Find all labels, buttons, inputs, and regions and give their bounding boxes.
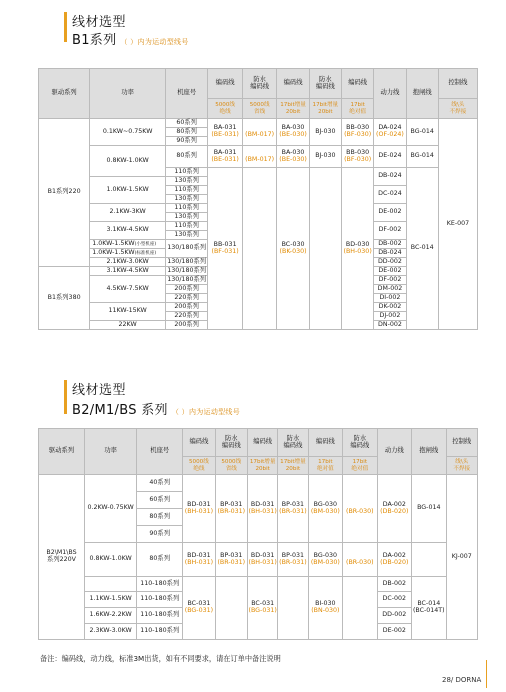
t1-header-ctrl: 控制线 — [438, 69, 477, 99]
t2-sub-wp17: 17bit增量 20bit — [278, 457, 308, 475]
t1-cell-power: 0.1KW~0.75KW — [90, 119, 166, 146]
section2-series-label: B2/M1/BS 系列 — [72, 403, 168, 418]
t1-cell-power: 2.1KW-3KW — [90, 204, 166, 222]
t2-cell-enc17: BD-031 (BH-031) — [248, 543, 278, 577]
t2-sub-encabs: 17bit 绝对值 — [308, 457, 342, 475]
t2-cell-base: 40系列 — [137, 475, 183, 492]
t1-cell-ctrl: KE-007 — [438, 119, 477, 330]
t1-cell-base: 110系列 — [166, 204, 208, 213]
t2-cell-wp17: BP-031 (BR-031) — [278, 543, 308, 577]
t2-sub-enc: 5000线 绝线 — [183, 457, 215, 475]
t1-cell-power: 11KW-15KW — [90, 303, 166, 321]
b1-cable-table — [38, 68, 478, 330]
t1-cell-wp17: BJ-030 — [309, 119, 341, 146]
t1-cell-base: 110系列 — [166, 222, 208, 231]
t1-cell-encabs: BB-030 (BF-030) — [342, 119, 374, 146]
t2-header-enc17: 编码线 — [248, 429, 278, 457]
t1-cell-encabs-main: BD-030 (BH-030) — [342, 168, 374, 330]
t1-sub-encabs: 17bit 绝对值 — [342, 99, 374, 119]
section2-series — [72, 399, 240, 418]
t1-cell-power-line: DB-024 — [374, 249, 406, 258]
t1-cell-b1-380: B1系列380 — [39, 267, 90, 330]
brand-name: DORNA — [455, 676, 482, 684]
t1-cell-brake-main: BC-014 — [406, 168, 438, 330]
t1-cell-power-line: DA-024 (OF-024) — [374, 119, 406, 146]
t1-cell-wp-enc-empty — [242, 168, 277, 330]
t2-cell-enc17: BD-031 (BH-031) — [248, 475, 278, 543]
t1-cell-power: 3.1KW-4.5KW — [90, 267, 166, 276]
t2-cell-wpabs: (BR-030) — [343, 543, 377, 577]
section2-accent-bar — [64, 380, 67, 414]
t2-header-power: 功率 — [84, 429, 136, 475]
t2-sub-wpabs: 17bit 绝对值 — [343, 457, 377, 475]
t1-cell-base: 130/180系列 — [167, 257, 207, 265]
t2-cell-base: 80系列 — [137, 543, 183, 577]
t2-sub-enc17: 17bit增量 20bit — [248, 457, 278, 475]
t2-cell-power-line: DE-002 — [377, 624, 411, 640]
t1-cell-power-line: DE-002 — [374, 204, 406, 222]
t1-cell-power: 1.0KW-1.5KW(小型机座) — [90, 240, 166, 249]
t2-cell-power-line: DB-002 — [377, 577, 411, 592]
t1-cell-base: 200系列 — [166, 321, 208, 330]
t1-cell-base: 130系列 — [166, 231, 208, 240]
t1-cell-power-line: DE-002 — [374, 267, 406, 276]
t2-cell-wp17-empty — [278, 577, 308, 640]
t1-cell-power-line: DJ-002 — [374, 312, 406, 321]
t1-cell-base: 130/180系列 — [166, 240, 208, 258]
t2-cell-brake-empty — [412, 543, 446, 577]
t2-cell-wp17: BP-031 (BR-031) — [278, 475, 308, 543]
section1-title: 线材选型 — [72, 15, 127, 30]
t1-cell-encabs: BB-030 (BF-030) — [342, 146, 374, 168]
t1-cell-base: 80系列 — [166, 128, 208, 137]
t2-header-wp-enc: 防水 编码线 — [215, 429, 247, 457]
t1-cell-base: 110系列 — [166, 168, 208, 177]
t1-sub-wp17: 17bit增量 20bit — [309, 99, 341, 119]
t1-header-wp17: 防水 编码线 — [309, 69, 341, 99]
t1-cell-wp-enc: (BM-017) — [242, 146, 277, 168]
t1-cell-power: 0.8KW-1.0KW — [90, 146, 166, 177]
t1-header-encabs: 编码线 — [342, 69, 374, 99]
t2-cell-power-empty — [84, 577, 136, 592]
t2-cell-power-line: DD-002 — [377, 608, 411, 624]
t2-header-enc: 编码线 — [183, 429, 215, 457]
t1-header-driver: 驱动系列 — [39, 69, 90, 119]
t1-header-enc: 编码线 — [208, 69, 243, 99]
t1-cell-base: 110系列 — [166, 186, 208, 195]
t2-cell-enc17: BC-031 (BG-031) — [248, 577, 278, 640]
t1-cell-power: 3.1KW-4.5KW — [90, 222, 166, 240]
t2-cell-encabs: BG-030 (BM-030) — [308, 543, 342, 577]
t2-sub-wp-enc: 5000线 省线 — [215, 457, 247, 475]
section1-accent-bar — [64, 12, 67, 42]
t1-cell-power-line: DD-002 — [374, 258, 406, 267]
t1-cell-base: 130系列 — [166, 195, 208, 204]
t2-cell-enc: BD-031 (BH-031) — [183, 475, 215, 543]
t2-cell-base: 60系列 — [137, 492, 183, 509]
t1-cell-enc17: BA-030 (BE-030) — [277, 119, 309, 146]
t1-sub-wp-enc: 5000线 省线 — [242, 99, 277, 119]
t1-cell-wp17-empty — [309, 168, 341, 330]
t2-cell-power-line: DA-002 (DB-020) — [377, 543, 411, 577]
t2-cell-base: 110-180系列 — [137, 577, 183, 592]
t1-cell-power: 4.5KW-7.5KW — [90, 276, 166, 303]
t2-cell-power: 0.2KW-0.75KW — [84, 475, 136, 543]
t2-cell-base: 80系列 — [137, 509, 183, 526]
t2-header-ctrl: 控制线 — [446, 429, 477, 457]
t2-cell-power: 0.8KW-1.0KW — [84, 543, 136, 577]
t2-cell-brake: BG-014 — [412, 475, 446, 543]
t2-cell-power-line: DA-002 (DB-020) — [377, 475, 411, 543]
t2-sub-ctrl: 线\头 不焊接 — [446, 457, 477, 475]
t1-header-brake: 抱闸线 — [406, 69, 438, 119]
t1-cell-power: 1.0KW-1.5KW(标准机座) — [90, 249, 166, 258]
t1-header-base: 机座号 — [166, 69, 208, 119]
section1-note: （ ）内为运动型线号 — [120, 38, 189, 46]
b2-cable-table — [38, 428, 478, 640]
t1-header-enc17: 编码线 — [277, 69, 309, 99]
t1-cell-power: 1.0KW-1.5KW — [90, 177, 166, 204]
t2-cell-encabs: BG-030 (BM-030) — [308, 475, 342, 543]
t1-cell-power: 2.1KW-3.0KW — [90, 258, 166, 267]
t1-cell-power-line: DB-002 — [374, 240, 406, 249]
t1-cell-power-line: DC-024 — [374, 186, 406, 204]
t1-cell-base: 130系列 — [166, 177, 208, 186]
t2-cell-brake: BC-014 (BC-014T) — [412, 577, 446, 640]
t1-sub-enc17: 17bit增量 20bit — [277, 99, 309, 119]
t2-cell-enc: BC-031 (BG-031) — [183, 577, 215, 640]
page-footer: 28/ DORNA — [442, 676, 482, 684]
t1-cell-power: 22KW — [90, 321, 166, 330]
t2-header-driver: 驱动系列 — [39, 429, 85, 475]
t1-cell-enc17-main: BC-030 (BK-030) — [277, 168, 309, 330]
t1-cell-power-line: DF-002 — [374, 276, 406, 285]
page-number: 28 — [442, 676, 451, 684]
t2-cell-series: B2\M1\BS 系列220V — [39, 475, 85, 640]
t1-cell-base: 200系列 — [166, 285, 208, 294]
t1-cell-power-line: DE-024 — [374, 146, 406, 168]
t2-cell-enc: BD-031 (BH-031) — [183, 543, 215, 577]
t1-cell-base: 130/180系列 — [167, 266, 207, 274]
t1-sub-ctrl: 线\头 不焊接 — [438, 99, 477, 119]
t1-cell-wp17: BJ-030 — [309, 146, 341, 168]
t2-cell-base: 90系列 — [137, 526, 183, 543]
t2-cell-power: 1.6KW-2.2KW — [84, 608, 136, 624]
t1-cell-b1-220: B1系列220 — [39, 119, 90, 267]
section1-series-label: B1系列 — [72, 33, 117, 48]
t1-cell-power-line: DM-002 — [374, 285, 406, 294]
t1-cell-power-line: DN-002 — [374, 321, 406, 330]
t2-cell-wp-enc: BP-031 (BR-031) — [215, 543, 247, 577]
section2-title: 线材选型 — [72, 383, 127, 398]
t2-cell-wpabs-empty — [343, 577, 377, 640]
t2-cell-base: 110-180系列 — [137, 608, 183, 624]
t2-cell-base: 110-180系列 — [137, 624, 183, 640]
t1-cell-power-line: DB-024 — [374, 168, 406, 186]
t1-cell-base: 90系列 — [166, 137, 208, 146]
t1-cell-brake: BG-014 — [406, 119, 438, 146]
t2-cell-wp-enc-empty — [215, 577, 247, 640]
t1-cell-power-line: DI-002 — [374, 294, 406, 303]
remark-note: 备注：编码线，动力线，标准3M出货，如有不同要求，请在订单中备注说明 — [40, 654, 281, 663]
t1-cell-base: 80系列 — [166, 146, 208, 168]
t1-cell-base: 200系列 — [166, 303, 208, 312]
t1-cell-base: 220系列 — [166, 294, 208, 303]
t1-cell-enc: BA-031 (BE-031) — [208, 119, 243, 146]
section2-note: （ ）内为运动型线号 — [171, 408, 241, 416]
t2-cell-power: 1.1KW-1.5KW — [84, 592, 136, 608]
t2-header-wp17: 防水 编码线 — [278, 429, 308, 457]
t2-cell-power: 2.3KW-3.0KW — [84, 624, 136, 640]
t1-cell-brake: BG-014 — [406, 146, 438, 168]
t1-header-wp-enc: 防水 编码线 — [242, 69, 277, 99]
t2-header-encabs: 编码线 — [308, 429, 342, 457]
t2-cell-wp-enc: BP-031 (BR-031) — [215, 475, 247, 543]
t2-cell-wpabs: (BR-030) — [343, 475, 377, 543]
t1-cell-enc17: BA-030 (BE-030) — [277, 146, 309, 168]
t2-header-power-line: 动力线 — [377, 429, 411, 475]
t1-cell-enc-main: BB-031 (BF-031) — [208, 168, 243, 330]
t2-header-brake: 抱闸线 — [412, 429, 446, 475]
t2-cell-base: 110-180系列 — [137, 592, 183, 608]
t2-header-base: 机座号 — [137, 429, 183, 475]
t1-cell-base: 130/180系列 — [167, 275, 207, 283]
t2-cell-power-line: DC-002 — [377, 592, 411, 608]
t1-cell-enc: BA-031 (BE-031) — [208, 146, 243, 168]
footer-accent-line — [486, 660, 487, 688]
t2-cell-ctrl: KJ-007 — [446, 475, 477, 640]
t1-cell-base: 60系列 — [166, 119, 208, 128]
t1-cell-base: 130系列 — [166, 213, 208, 222]
t1-sub-enc: 5000线 绝线 — [208, 99, 243, 119]
t1-header-power: 功率 — [90, 69, 166, 119]
t1-cell-power-line: DF-002 — [374, 222, 406, 240]
t1-header-power-line: 动力线 — [374, 69, 406, 119]
t2-cell-encabs: BI-030 (BN-030) — [308, 577, 342, 640]
t1-cell-base: 220系列 — [166, 312, 208, 321]
t1-cell-power-line: DK-002 — [374, 303, 406, 312]
t2-header-wpabs: 防水 编码线 — [343, 429, 377, 457]
section1-series — [72, 29, 189, 48]
t1-cell-wp-enc: (BM-017) — [242, 119, 277, 146]
